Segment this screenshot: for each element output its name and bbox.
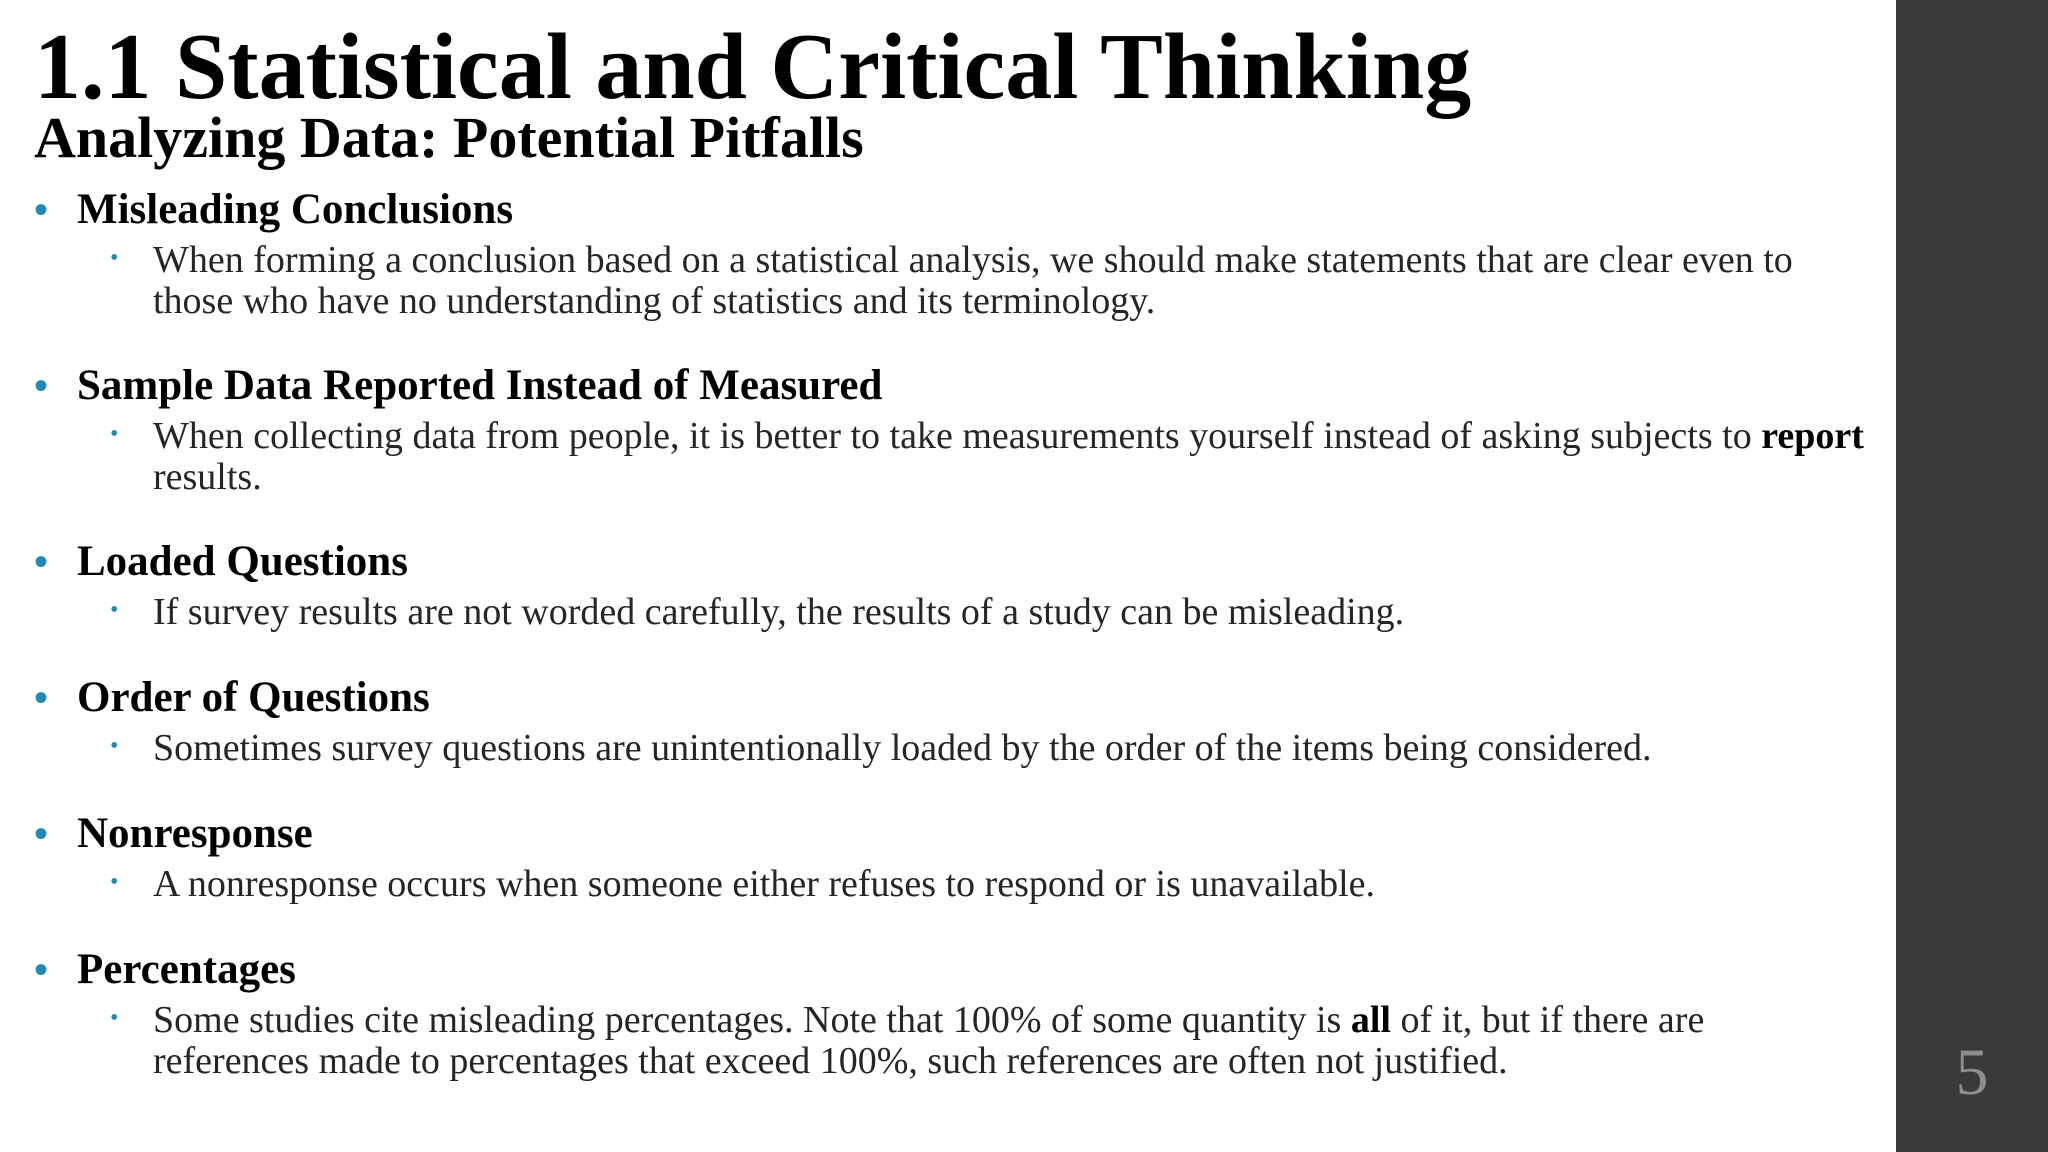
topic-text: A nonresponse occurs when someone either refuses to respond or is unavailable. [153,863,1375,905]
topic-heading: Order of Questions [77,674,430,721]
sub-bullet-icon: • [110,733,119,759]
slide-title: 1.1 Statistical and Critical Thinking [34,15,1472,119]
sub-bullet-icon: • [110,869,119,895]
topic-heading: Loaded Questions [77,538,408,585]
topic-heading: Percentages [77,946,296,993]
bullet-icon: • [34,187,49,232]
slide-sidebar [1896,0,2048,1152]
bullet-icon: • [34,363,49,408]
topic-text: When forming a conclusion based on a statistical analysis, we should make statements that are clear even to those who have no understanding of statistics and its terminology. [153,239,1793,322]
sub-bullet-icon: • [110,245,119,271]
sub-bullet-icon: • [110,1005,119,1031]
topic-heading: Misleading Conclusions [77,186,514,233]
topic-heading: Sample Data Reported Instead of Measured [77,362,883,409]
topic-text-end: of it, but if there are references made to percentages that exceed 100%, such references are often not justified. [153,999,1705,1082]
emphasis-report: report [1761,415,1864,457]
topic-loaded-questions [34,538,1864,633]
topic-text [153,999,1704,1082]
topic-nonresponse [34,810,1864,905]
bullet-icon: • [34,947,49,992]
sub-bullet-icon: • [110,421,119,447]
emphasis-all: all [1350,999,1391,1041]
topic-order-of-questions [34,674,1864,769]
topic-text-end: results. [153,456,262,498]
topic-text-start: Some studies cite misleading percentages. Note that 100% of some quantity is [153,999,1351,1041]
topic-heading: Nonresponse [77,810,313,857]
bullet-icon: • [34,811,49,856]
slide-page-number: 5 [1955,1036,1989,1109]
topic-text: Sometimes survey questions are unintentionally loaded by the order of the items being considered. [153,727,1652,769]
bullet-icon: • [34,539,49,584]
sub-bullet-icon: • [110,597,119,623]
topic-misleading-conclusions [34,186,1864,322]
topic-text: If survey results are not worded carefully, the results of a study can be misleading. [153,591,1405,633]
topic-text [153,415,1864,498]
bullet-icon: • [34,675,49,720]
slide-subtitle: Analyzing Data: Potential Pitfalls [34,105,864,170]
topic-text-start: When collecting data from people, it is better to take measurements yourself instead of asking subjects to [153,415,1762,457]
topic-percentages [34,946,1864,1082]
topic-sample-data-reported [34,362,1864,498]
